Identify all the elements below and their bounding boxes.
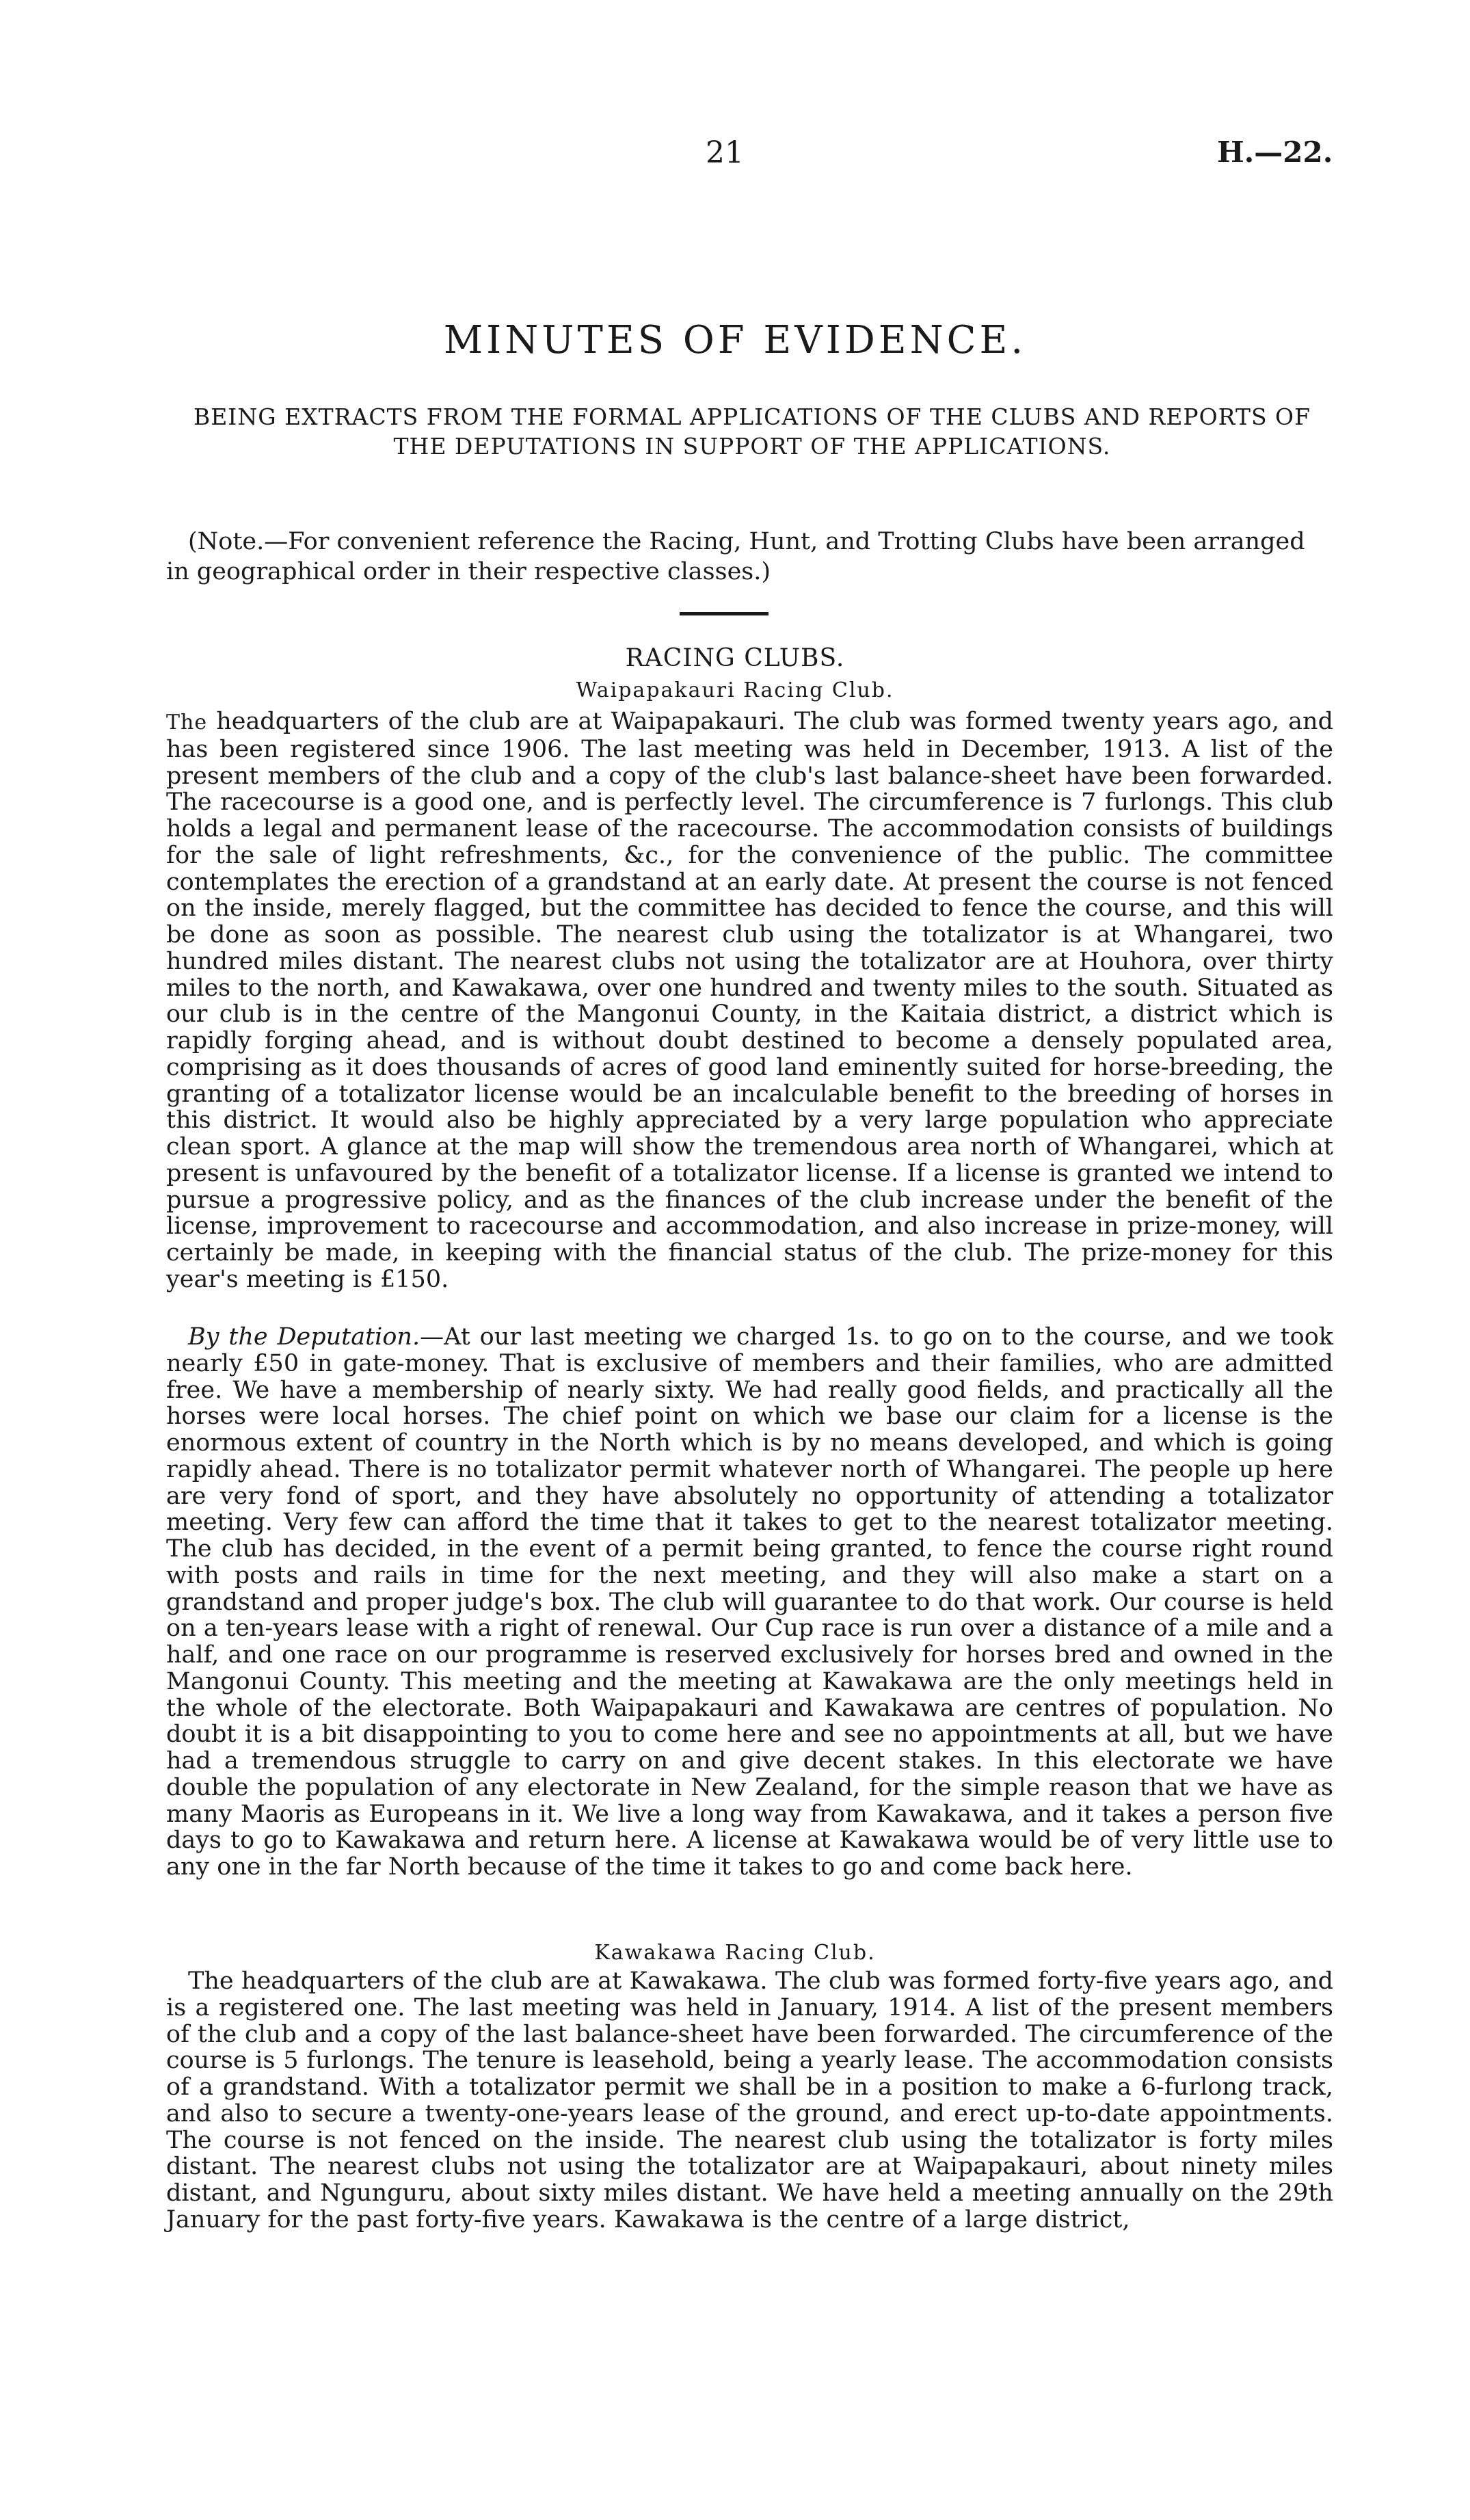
deputation-paragraph-waipapakauri xyxy=(166,1324,1333,1919)
document-reference: H.—22. xyxy=(1217,135,1333,169)
application-text: headquarters of the club are at Waipapakauri. The club was formed twenty years ago, and has been registered since 1906. The last meeting was held in December, 1913. A list of the present members of the club and a copy of the club's last balance-sheet have been forwarded. The racecourse is a good one, and is perfectly level. The circumference is 7 furlongs. This club holds a legal and permanent lease of the racecourse. The accommodation consists of buildings for the sale of light refreshments, &c., for the convenience of the public. The committee contemplates the erection of a grandstand at an early date. At present the course is not fenced on the inside, merely flagged, but the committee has decided to fence the course, and this will be done as soon as possible. The nearest club using the totalizator is at Whangarei, two hundred miles distant. The nearest clubs not using the totalizator are at Houhora, over thirty miles to the north, and Kawakawa, over one hundred and twenty miles to the south. Situated as our club is in the centre of the Mangonui County, in the Kaitaia district, a district which is rapidly forging ahead, and is without doubt destined to become a densely populated area, comprising as it does thousands of acres of good land eminently suited for horse-breeding, the granting of a totalizator license would be an incalculable benefit to the breeding of horses in this district. It would also be highly appreciated by a very large population who appreciate clean sport. A glance at the map will show the tremendous area north of Whangarei, which at present is unfavoured by the benefit of a totalizator license. If a license is granted we intend to pursue a progressive policy, and as the finances of the club increase under the benefit of the license, improvement to racecourse and accommodation, and also increase in prize-money, will certainly be made, in keeping with the financial status of the club. The prize-money for this year's meeting is £150. xyxy=(166,708,1333,1293)
deputation-text: —At our last meeting we charged 1s. to go on to the course, and we took nearly £50 in gate-money. That is exclusive of members and their families, who are admitted free. We have a membership of nearly sixty. We had really good fields, and practically all the horses were local horses. The chief point on which we base our claim for a license is the enormous extent of country in the North which is by no means developed, and which is going rapidly ahead. There is no totalizator permit whatever north of Whangarei. The people up here are very fond of sport, and they have absolutely no opportunity of attending a totalizator meeting. Very few can afford the time that it takes to get to the nearest totalizator meeting. The club has decided, in the event of a permit being granted, to fence the course right round with posts and rails in time for the next meeting, and they will also make a start on a grandstand and proper judge's box. The club will guarantee to do that work. Our course is held on a ten-years lease with a right of renewal. Our Cup race is run over a distance of a mile and a half, and one race on our programme is reserved exclusively for horses bred and owned in the Mangonui County. This meeting and the meeting at Kawakawa are the only meetings held in the whole of the electorate. Both Waipapakauri and Kawakawa are centres of population. No doubt it is a bit disappointing to you to come here and see no appointments at all, but we have had a tremendous struggle to carry on and give decent stakes. In this electorate we have double the population of any electorate in New Zealand, for the simple reason that we have as many Maoris as Europeans in it. We live a long way from Kawakawa, and it takes a person five days to go to Kawakawa and return here. A license at Kawakawa would be of very little use to any one in the far North because of the time it takes to go and come back here. xyxy=(166,1323,1333,1881)
application-paragraph-kawakawa: The headquarters of the club are at Kawakawa. The club was formed forty-five years ago, and is a registered one. The last meeting was held in January, 1914. A list of the present members of the club and a copy of the last balance-sheet have been forwarded. The circumference of the course is 5 furlongs. The tenure is leasehold, being a yearly lease. The accommodation consists of a grandstand. With a totalizator permit we shall be in a position to make a 6-furlong track, and also to secure a twenty-one-years lease of the ground, and erect up-to-date appointments. The course is not fenced on the inside. The nearest club using the totalizator is forty miles distant. The nearest clubs not using the totalizator are at Waipapakauri, about ninety miles distant, and Ngunguru, about sixty miles distant. We have held a meeting annually on the 29th January for the past forty-five years. Kawakawa is the centre of a large district, xyxy=(166,1967,1333,2233)
editorial-note: (Note.—For convenient reference the Racing, Hunt, and Trotting Clubs have been arranged in geographical order in their respective classes.) xyxy=(166,528,1305,585)
section-heading: RACING CLUBS. xyxy=(625,644,845,672)
application-paragraph-waipapakauri xyxy=(166,708,1333,1321)
document-title: MINUTES OF EVIDENCE. xyxy=(443,318,1027,362)
lead-word: The xyxy=(166,711,208,734)
deputation-label: By the Deputation. xyxy=(188,1323,420,1351)
section-divider xyxy=(680,612,769,615)
club-heading-waipapakauri: Waipapakauri Racing Club. xyxy=(576,678,894,702)
document-subtitle: BEING EXTRACTS FROM THE FORMAL APPLICATIONS OF THE CLUBS AND REPORTS OF THE DEPUTATIONS IN SUPPORT OF THE APPLICATIONS. xyxy=(193,403,1311,460)
club-heading-kawakawa: Kawakawa Racing Club. xyxy=(594,1941,876,1965)
page-number: 21 xyxy=(706,135,744,170)
